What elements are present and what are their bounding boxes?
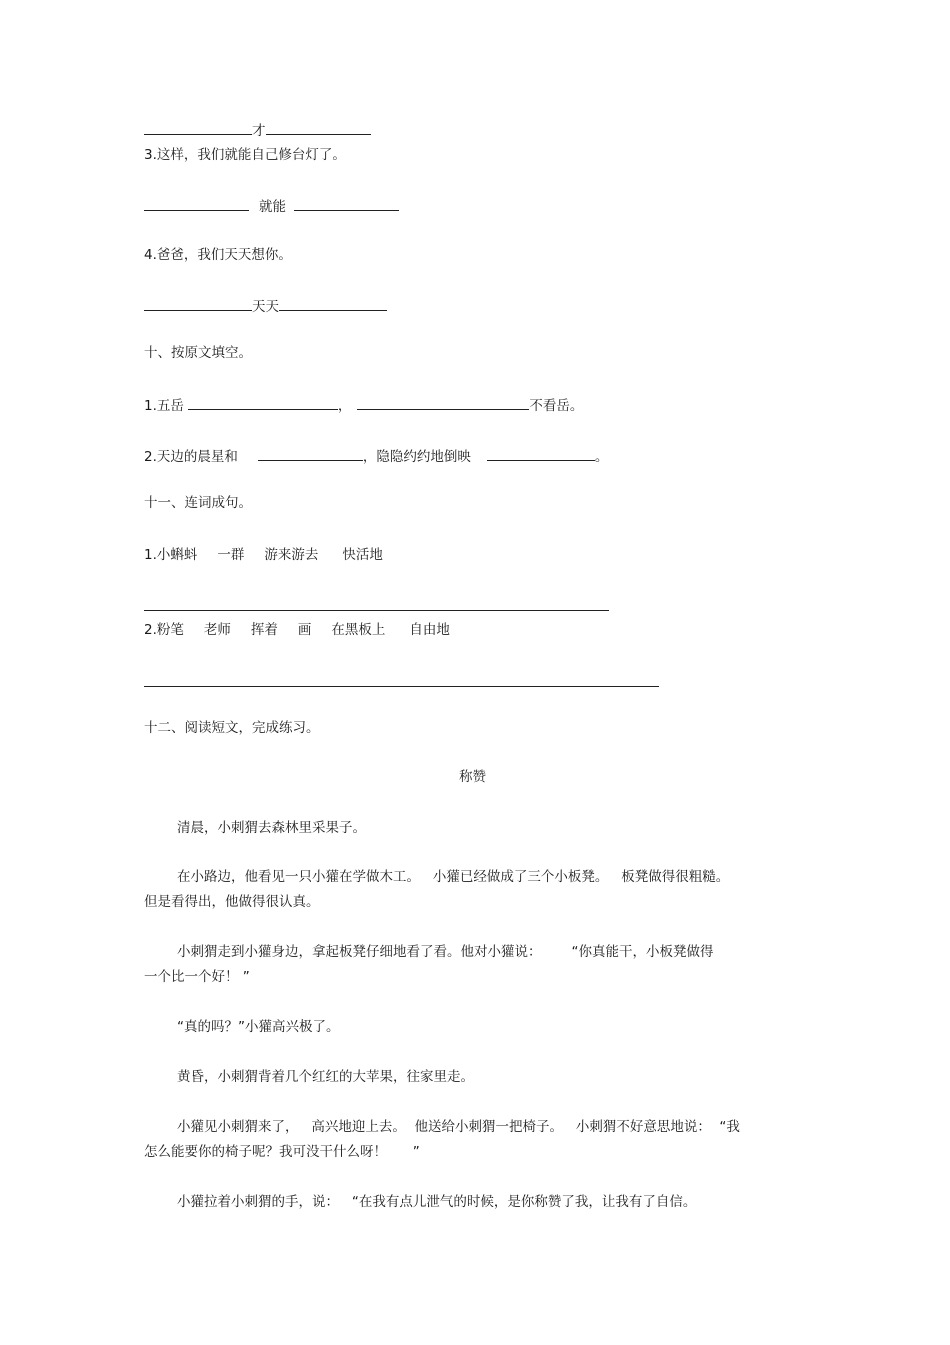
q9-item3: 3.这样，我们就能自己修台灯了。 bbox=[144, 147, 346, 163]
answer-line[interactable] bbox=[144, 672, 659, 687]
answer-blank[interactable] bbox=[144, 196, 249, 211]
q10-item1 bbox=[144, 395, 583, 416]
answer-blank[interactable] bbox=[487, 446, 595, 461]
word: 快活地 bbox=[342, 547, 383, 563]
passage-paragraph-1: 清晨，小刺猬去森林里采果子。 bbox=[177, 820, 366, 836]
q11-item2-words bbox=[144, 620, 450, 640]
key-word: 才 bbox=[252, 123, 266, 139]
q10-item2 bbox=[144, 446, 608, 467]
answer-blank[interactable] bbox=[188, 395, 338, 410]
q9-item4-answer bbox=[144, 296, 387, 317]
word: 挥着 bbox=[250, 622, 278, 638]
q11-heading: 十一、连词成句。 bbox=[144, 495, 252, 511]
passage-title: 称赞 bbox=[459, 769, 486, 785]
q11-item2-answer bbox=[144, 672, 659, 693]
item-mid: ，隐隐约约地倒映 bbox=[362, 449, 471, 465]
answer-blank[interactable] bbox=[258, 446, 363, 461]
answer-line[interactable] bbox=[144, 596, 609, 611]
q12-heading: 十二、阅读短文，完成练习。 bbox=[144, 720, 320, 736]
word: 老师 bbox=[203, 622, 231, 638]
word: 一群 bbox=[217, 547, 245, 563]
passage-paragraph-5: 黄昏，小刺猬背着几个红红的大苹果，往家里走。 bbox=[177, 1069, 474, 1085]
q9-item3-answer bbox=[144, 196, 399, 217]
q10-heading: 十、按原文填空。 bbox=[144, 345, 252, 361]
word: 自由地 bbox=[409, 622, 450, 638]
passage-paragraph-4: “真的吗？”小獾高兴极了。 bbox=[177, 1019, 340, 1035]
q9-item2-answer bbox=[144, 120, 371, 141]
q11-item1-answer bbox=[144, 596, 609, 617]
passage-paragraph-6-line-2: 怎么能要你的椅子呢？我可没干什么呀！ ” bbox=[144, 1144, 420, 1160]
word: 游来游去 bbox=[264, 547, 319, 563]
passage-paragraph-7: 小獾拉着小刺猬的手，说： “在我有点儿泄气的时候，是你称赞了我，让我有了自信。 bbox=[177, 1194, 697, 1210]
passage-paragraph-2-line-1: 在小路边，他看见一只小獾在学做木工。 小獾已经做成了三个小板凳。 板凳做得很粗糙。 bbox=[177, 869, 730, 885]
item-prefix: 2.天边的晨星和 bbox=[144, 449, 238, 465]
answer-blank[interactable] bbox=[266, 120, 371, 135]
answer-blank[interactable] bbox=[144, 296, 252, 311]
word: 1.小蝌蚪 bbox=[144, 547, 198, 563]
answer-blank[interactable] bbox=[144, 120, 252, 135]
key-word: 就能 bbox=[259, 199, 286, 215]
passage-paragraph-3-line-2: 一个比一个好！ ” bbox=[144, 969, 250, 985]
passage-paragraph-6-line-1: 小獾见小刺猬来了， 高兴地迎上去。 他送给小刺猬一把椅子。 小刺猬不好意思地说： “我 bbox=[177, 1119, 740, 1135]
item-suffix: 不看岳。 bbox=[529, 398, 584, 414]
item-prefix: 1.五岳 bbox=[144, 398, 184, 414]
key-word: 天天 bbox=[252, 299, 279, 315]
answer-blank[interactable] bbox=[294, 196, 399, 211]
word: 在黑板上 bbox=[331, 622, 386, 638]
passage-paragraph-2-line-2: 但是看得出，他做得很认真。 bbox=[144, 894, 320, 910]
item-suffix: 。 bbox=[594, 449, 609, 465]
word: 2.粉笔 bbox=[144, 622, 184, 638]
word: 画 bbox=[297, 622, 312, 638]
q11-item1-words bbox=[144, 545, 383, 565]
answer-blank[interactable] bbox=[279, 296, 387, 311]
comma: ， bbox=[337, 398, 352, 414]
passage-paragraph-3-line-1: 小刺猬走到小獾身边，拿起板凳仔细地看了看。他对小獾说： “你真能干，小板凳做得 bbox=[177, 944, 714, 960]
answer-blank[interactable] bbox=[357, 395, 529, 410]
q9-item4: 4.爸爸，我们天天想你。 bbox=[144, 247, 292, 263]
